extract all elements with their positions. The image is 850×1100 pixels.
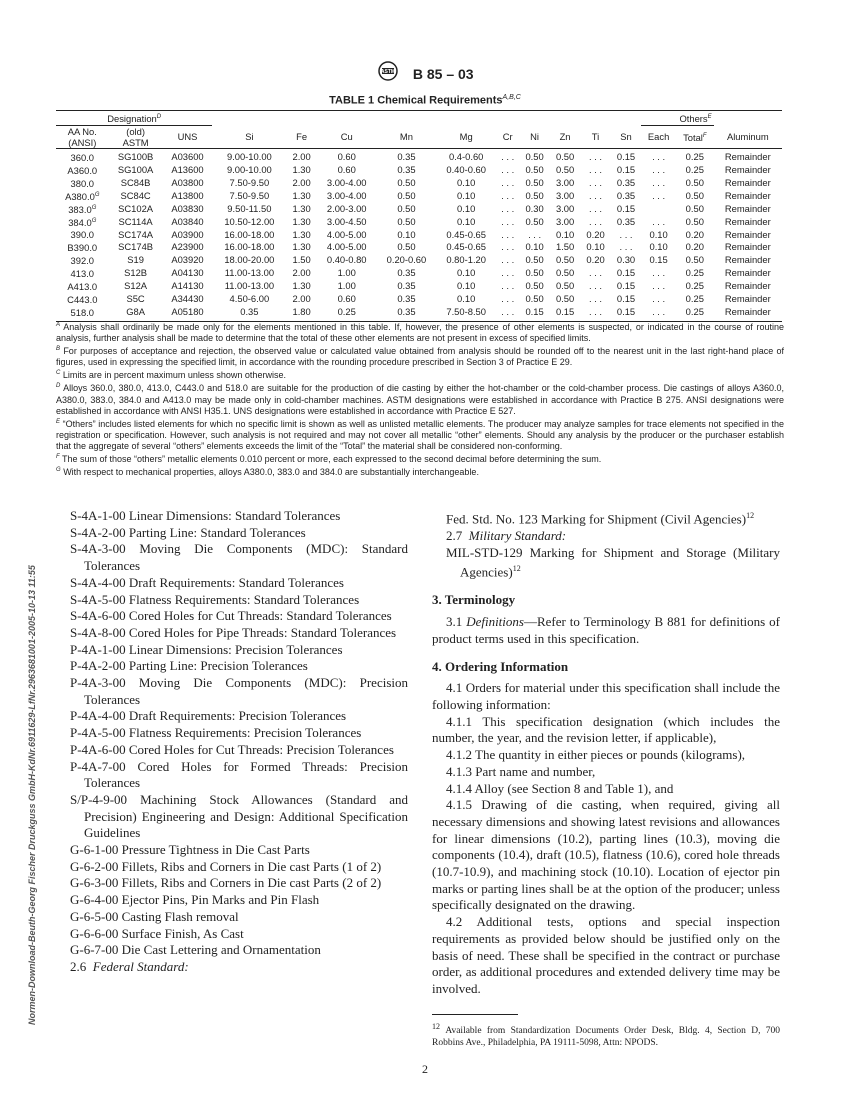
cell-mg: 0.10 [457,267,476,279]
cell-fe: 1.80 [286,306,316,321]
cell-ni: . . . [528,228,542,240]
cell-mg: 0.10 [457,293,476,305]
referenced-standard-item: S-4A-4-00 Draft Requirements: Standard Tolerances [70,574,344,590]
astm-logo-icon [376,60,402,87]
table-row [56,164,782,177]
ordering-paragraph: 4.1.5 Drawing of die casting, when required, giving all necessary dimensions and showing latest revisions and allowances for linear dimensions (10.2), parting lines (10.3), moving die components (10.4), draft (10.5), flatness (10.6), cored hole threads (10.7-10.9), and machining stock (10.10). Location of ejector pin marks or parting lines shall be at the option of the producer; unless specifically designated on the drawing. [432,797,780,913]
cell-aa: 413.0 [70,268,95,280]
cell-total: 0.50 [685,189,704,201]
cell-cu: 1.00 [337,267,356,279]
col-header-mn: Mn [399,131,413,143]
cell-astm: G8A [109,306,163,321]
cell-al: Remainder [724,241,771,253]
cell-zn: 0.50 [555,267,575,279]
cell-al: Remainder [724,176,771,188]
cell-zn: 0.50 [555,293,575,305]
referenced-standard-item: P-4A-2-00 Parting Line: Precision Tolerances [70,658,308,674]
cell-ni: 0.30 [525,202,544,214]
cell-total: 0.25 [685,163,704,175]
footnote-divider [432,1014,518,1015]
section-4-heading: 4. Ordering Information [432,658,569,674]
left-column [70,508,408,976]
cell-fe: 1.30 [292,215,311,227]
download-watermark: Normen-Download-Beuth-Georg Fischer Druckguss GmbH-KdNr.6911629-LfNr.2963681001-2005-10-13 11:55 [27,565,37,1025]
cell-zn: 3.00 [555,176,575,188]
col-header-aa: AA No. (ANSI) [67,125,97,148]
cell-aa: 518.0 [56,306,109,321]
cell-astm: S12B [124,267,148,279]
cell-sn: 0.35 [616,189,636,201]
cell-mg: 0.4-0.60 [436,148,496,163]
cell-ni: 0.15 [519,306,549,321]
cell-total: 0.25 [685,267,704,279]
table-row [56,177,782,190]
cell-si: 0.35 [212,306,286,321]
cell-ti: . . . [589,176,603,188]
cell-ni: 0.50 [525,176,544,188]
cell-al: Remainder [724,254,771,266]
right-column [432,508,780,1050]
cell-aa: A360.0 [67,164,98,176]
cell-uns: A05180 [163,306,213,321]
cell-uns: A23900 [171,241,204,253]
cell-cu: 0.60 [317,148,377,163]
cell-each: . . . [652,176,666,188]
cell-ti: . . . [589,267,603,279]
referenced-standard-item: S-4A-1-00 Linear Dimensions: Standard Tolerances [70,508,341,523]
cell-al: Remainder [714,306,782,321]
cell-uns: A34430 [171,293,204,305]
group-designation-header: Designation$^D$ [56,111,212,126]
cell-uns: A13600 [171,163,204,175]
cell-each: . . . [652,280,666,292]
cell-ti: 0.20 [586,254,605,266]
cell-cu: 1.00 [337,280,356,292]
cell-sn: . . . [619,228,633,240]
cell-sn: 0.15 [616,202,636,214]
cell-cr: . . . [501,189,515,201]
cell-si: 7.50-9.50 [229,189,270,201]
cell-mg: 0.80-1.20 [446,254,486,266]
cell-each: . . . [652,267,666,279]
cell-cr: . . . [501,293,515,305]
cell-cr: . . . [501,267,515,279]
cell-each: 0.10 [649,241,668,253]
cell-total: 0.50 [685,202,704,214]
referenced-standard-item: P-4A-6-00 Cored Holes for Cut Threads: Precision Tolerances [70,741,394,757]
cell-mn: 0.35 [397,293,416,305]
col-header-astm: (old) ASTM [122,125,149,148]
footnote: $^C$ Limits are in percent maximum unless shown otherwise. [56,370,286,381]
cell-aa: 390.0 [70,229,95,241]
cell-total: 0.20 [685,241,704,253]
cell-sn: 0.35 [616,176,636,188]
federal-standard-heading: 2.6 Federal Standard: [70,958,189,974]
cell-zn: 0.50 [555,280,575,292]
col-header-zn: Zn [559,131,571,143]
referenced-standard-item: G-6-1-00 Pressure Tightness in Die Cast Parts [70,842,310,858]
cell-si: 16.00-18.00 [224,241,275,253]
cell-each: . . . [652,293,666,305]
table-row [56,293,782,306]
cell-aa: B390.0 [67,242,98,254]
referenced-standard-item: S-4A-6-00 Cored Holes for Cut Threads: Standard Tolerances [70,608,392,624]
cell-astm: S12A [124,280,148,292]
cell-cu: 0.40-0.80 [326,254,367,266]
cell-each: 0.15 [649,254,668,266]
cell-ti: 0.20 [586,228,605,240]
cell-al: Remainder [724,215,771,227]
cell-mn: 0.35 [377,306,437,321]
footnote-12: $^{12}$ Available from Standardization Documents Order Desk, Bldg. 4, Section D, 700 Robbins Ave., Philadelphia, PA 19111-5098, Attn: NPODS. [432,1021,780,1049]
cell-uns: A03800 [171,176,204,188]
referenced-standard-item: S-4A-5-00 Flatness Requirements: Standard Tolerances [70,591,360,607]
ordering-paragraph: 4.2 Additional tests, options and special inspection requirements as provided below should be justified only on the basis of need. These shall be specified in the contract or purchase order, as additional procedures and extended delivery time may be involved. [432,914,780,996]
cell-cr: . . . [501,163,515,175]
cell-astm: S19 [127,254,144,266]
cell-si: 11.00-13.00 [224,280,275,292]
col-header-ti: Ti [591,131,600,143]
cell-astm: SC174A [118,228,154,240]
cell-ni: 0.10 [525,241,544,253]
cell-total: 0.20 [685,228,704,240]
footnote: $^B$ For purposes of acceptance and rejection, the observed value or calculated value obtained from analysis should be rounded off to the nearest unit in the last right-hand place of figures, used in expressing the specified limit, in accordance with the rounding procedure prescribed in Section 3 of Practice E 29. [56,346,784,368]
referenced-standard-item: G-6-6-00 Surface Finish, As Cast [70,925,244,941]
cell-ni: 0.50 [525,215,544,227]
cell-ni: 0.50 [525,254,544,266]
page-number: 2 [422,1062,428,1076]
cell-al: Remainder [724,163,771,175]
col-header-uns: UNS [177,131,198,143]
table-row [56,190,782,203]
referenced-standard-item: P-4A-1-00 Linear Dimensions: Precision Tolerances [70,641,343,657]
cell-sn: 0.15 [611,306,641,321]
footnote: $^G$ With respect to mechanical properties, alloys A380.0, 383.0 and 384.0 are substantially interchangeable. [56,467,479,478]
ordering-paragraph: 4.1 Orders for material under this specification shall include the following information: [432,680,780,712]
cell-cr: . . . [501,254,515,266]
referenced-standard-item: G-6-4-00 Ejector Pins, Pin Marks and Pin Flash [70,892,320,908]
ordering-paragraph: 4.1.2 The quantity in either pieces or pounds (kilograms), [446,747,746,763]
cell-fe: 1.50 [292,254,311,266]
referenced-standard-item: G-6-7-00 Die Cast Lettering and Ornamentation [70,942,321,958]
cell-zn: 3.00 [555,215,575,227]
cell-mg: 0.10 [457,202,476,214]
cell-sn: 0.30 [616,254,636,266]
cell-uns: A13800 [171,189,204,201]
ordering-paragraph: 4.1.4 Alloy (see Section 8 and Table 1), and [446,780,674,796]
cell-mn: 0.35 [397,163,416,175]
cell-mn: 0.50 [397,176,416,188]
cell-mn: 0.10 [397,228,416,240]
cell-cr: . . . [501,176,515,188]
cell-fe: 2.00 [292,267,311,279]
cell-cu: 3.00-4.50 [326,215,367,227]
col-header-aluminum: Aluminum [726,131,769,143]
cell-total: 0.50 [685,176,704,188]
page-header [0,60,850,87]
referenced-standard-item: P-4A-5-00 Flatness Requirements: Precision Tolerances [70,725,362,741]
cell-ti: 0.10 [586,241,605,253]
cell-zn: 1.50 [555,241,575,253]
table-row [56,267,782,280]
cell-fe: 1.30 [292,189,311,201]
cell-sn: 0.15 [616,280,636,292]
cell-mg: 0.40-0.60 [446,163,486,175]
cell-al: Remainder [724,280,771,292]
col-header-ni: Ni [530,131,540,143]
referenced-standard-item: G-6-2-00 Fillets, Ribs and Corners in Die cast Parts (1 of 2) [70,858,382,874]
cell-si: 9.50-11.50 [227,202,272,214]
col-header-each: Each [647,131,670,143]
cell-cu: 0.25 [317,306,377,321]
cell-cr: . . . [496,148,519,163]
table-row [56,148,782,163]
referenced-standard-item: S-4A-3-00 Moving Die Components (MDC): Standard Tolerances [70,541,408,574]
referenced-standard-item: G-6-3-00 Fillets, Ribs and Corners in Die cast Parts (2 of 2) [70,875,382,891]
cell-si: 7.50-9.50 [229,176,270,188]
cell-aa: $A380.0^G$ [65,190,100,202]
cell-mg: 0.45-0.65 [446,241,486,253]
table-footnotes [56,320,784,478]
cell-aa: 392.0 [70,255,95,267]
cell-al: Remainder [724,293,771,305]
cell-mg: 0.10 [457,176,476,188]
cell-fe: 2.00 [292,293,311,305]
ordering-paragraph: 4.1.3 Part name and number, [446,763,596,779]
cell-si: 18.00-20.00 [224,254,275,266]
cell-uns: A04130 [171,267,204,279]
cell-ti: . . . [580,306,610,321]
cell-fe: 1.30 [292,202,311,214]
table-title: TABLE 1 Chemical Requirements$^{A,B,C}$ [329,94,521,107]
cell-uns: A03840 [171,215,204,227]
footnote: $^A$ Analysis shall ordinarily be made only for the elements mentioned in this table. If, however, the presence of other elements is suspected, or indicated in the course of routine analysis, further analysis shall be made to determine that the total of these other elements are not present in excess of specified limits. [56,322,784,344]
cell-aa: $383.0^G$ [68,203,97,215]
cell-each: . . . [652,163,666,175]
cell-each [641,203,676,216]
cell-si: 11.00-13.00 [224,267,275,279]
cell-zn: 0.15 [550,306,580,321]
cell-mg: 0.10 [457,280,476,292]
cell-uns: A03830 [171,202,204,214]
cell-astm: SC174B [118,241,154,253]
cell-fe: 1.30 [292,241,311,253]
cell-al: Remainder [724,228,771,240]
cell-sn: 0.15 [616,293,636,305]
group-others-header: Others$^E$ [641,111,713,126]
cell-cu: 0.60 [337,293,356,305]
table-row [56,228,782,241]
cell-astm: SG100A [117,163,154,175]
cell-al: Remainder [724,267,771,279]
cell-aa: A413.0 [67,281,98,293]
referenced-standard-item: S/P-4-9-00 Machining Stock Allowances (Standard and Precision) Engineering and Design: Additional Specification Guidelines [70,791,408,841]
cell-sn: . . . [619,241,633,253]
cell-mg: 0.10 [457,215,476,227]
fed-std-123: Fed. Std. No. 123 Marking for Shipment (Civil Agencies)$^{12}$ [446,511,755,527]
referenced-standard-item: P-4A-4-00 Draft Requirements: Precision Tolerances [70,708,347,724]
cell-cu: 4.00-5.00 [326,228,367,240]
cell-aa: 380.0 [70,177,95,189]
cell-ni: 0.50 [525,293,544,305]
cell-cu: 0.60 [337,163,356,175]
cell-astm: SC84C [120,189,151,201]
cell-ni: 0.50 [525,267,544,279]
cell-ni: 0.50 [525,189,544,201]
cell-each: 0.10 [649,228,668,240]
cell-total: 0.50 [685,215,704,227]
cell-cr: . . . [501,241,515,253]
cell-ti: . . . [580,148,610,163]
cell-each: . . . [641,306,676,321]
cell-mg: 0.45-0.65 [446,228,486,240]
cell-total: 0.50 [685,254,704,266]
standard-designation: B 85 – 03 [412,65,474,82]
cell-each: . . . [652,215,666,227]
cell-total: 0.25 [685,280,704,292]
mil-std-129: MIL-STD-129 Marking for Shipment and Storage (Military Agencies)$^{12}$ [446,544,780,580]
cell-astm: SG100B [109,148,163,163]
cell-ni: 0.50 [519,148,549,163]
cell-uns: A03600 [163,148,213,163]
cell-cu: 4.00-5.00 [326,241,367,253]
cell-zn: 3.00 [555,189,575,201]
section-3-heading: 3. Terminology [432,592,516,608]
cell-al: Remainder [714,148,782,163]
cell-cr: . . . [501,280,515,292]
cell-zn: 0.50 [555,254,575,266]
cell-zn: 0.10 [555,228,575,240]
cell-cr: . . . [501,202,515,214]
svg-text:ASTM: ASTM [381,69,396,75]
cell-total: 0.25 [676,148,714,163]
cell-ti: . . . [589,189,603,201]
referenced-standard-item: P-4A-3-00 Moving Die Components (MDC): Precision Tolerances [70,675,408,707]
cell-ti: . . . [589,163,603,175]
cell-uns: A03920 [171,254,204,266]
cell-astm: SC114A [118,215,153,227]
cell-mn: 0.20-0.60 [386,254,427,266]
chemical-requirements-table [56,110,782,322]
cell-si: 9.00-10.00 [212,148,286,163]
footnote: $^F$ The sum of those “others” metallic elements 0.010 percent or more, each expressed to the second decimal before determining the sum. [56,454,602,465]
cell-aa: C443.0 [67,294,98,306]
table-row [56,203,782,216]
cell-ti: . . . [589,293,603,305]
cell-cu: 3.00-4.00 [326,189,367,201]
cell-ni: 0.50 [525,163,544,175]
cell-sn: 0.35 [616,215,636,227]
cell-si: 10.50-12.00 [224,215,275,227]
cell-ti: . . . [589,215,603,227]
cell-sn: 0.15 [616,267,636,279]
cell-astm: SC102A [118,202,154,214]
cell-uns: A03900 [171,228,204,240]
cell-mn: 0.50 [397,215,416,227]
footnote: $^E$ “Others” includes listed elements for which no specific limit is shown as well as unlisted metallic elements. The producer may analyze samples for trace elements not specified in the registration or specification. However, such analysis is not required and may not cover all metallic “other” elements. Should any analysis by the producer or the purchaser establish that the aggregate of several “others” elements exceeds the limit of the “Total” the material shall be considered non-conforming. [56,418,784,451]
cell-cr: . . . [496,306,519,321]
referenced-standard-item: S-4A-2-00 Parting Line: Standard Tolerances [70,524,306,540]
cell-cu: 3.00-4.00 [326,176,367,188]
cell-mg: 0.10 [457,189,476,201]
cell-si: 4.50-6.00 [229,293,270,305]
cell-cr: . . . [501,228,515,240]
cell-aa: $384.0^G$ [68,216,97,228]
col-header-cr: Cr [502,131,513,143]
military-standard-heading: 2.7 Military Standard: [446,528,567,544]
footnote: $^D$ Alloys 360.0, 380.0, 413.0, C443.0 and 518.0 are suitable for the production of die casting by either the hot-chamber or the cold-chamber process. Die castings of alloys A360.0, A380.0, 383.0, 384.0 and A413.0 may be made only in cold-chamber machines. ASTM designations were established in accordance with Practice B 275. ANSI designations were established in accordance with ANSI H35.1. UNS designations were established in accordance with Practice E 527. [56,383,784,416]
ordering-paragraph: 4.1.1 This specification designation (which includes the number, the year, and the revision letter, if applicable), [432,713,780,746]
cell-each: . . . [652,189,666,201]
cell-ti: . . . [589,202,603,214]
cell-zn: 0.50 [550,148,580,163]
cell-mn: 0.35 [377,148,437,163]
cell-each: . . . [641,148,676,163]
cell-uns: A14130 [171,280,204,292]
cell-ni: 0.50 [525,280,544,292]
cell-ti: . . . [589,280,603,292]
table-row [56,280,782,293]
col-header-fe: Fe [296,131,308,143]
table-row [56,216,782,229]
cell-zn: 3.00 [555,202,575,214]
cell-mn: 0.50 [397,189,416,201]
cell-fe: 2.00 [286,148,316,163]
cell-aa: 360.0 [56,148,109,163]
table-row [56,241,782,254]
cell-astm: SC84B [120,176,151,188]
cell-cr: . . . [501,215,515,227]
cell-al: Remainder [724,189,771,201]
cell-fe: 1.30 [292,163,311,175]
cell-al: Remainder [724,202,771,214]
col-header-cu: Cu [340,131,353,143]
cell-zn: 0.50 [555,163,575,175]
cell-fe: 1.30 [292,280,311,292]
referenced-standard-item: P-4A-7-00 Cored Holes for Formed Threads: Precision Tolerances [70,758,408,791]
table-row [56,254,782,267]
cell-mg: 7.50-8.50 [436,306,496,321]
cell-total: 0.25 [676,306,714,321]
cell-total: 0.25 [685,293,704,305]
cell-si: 16.00-18.00 [224,228,275,240]
cell-si: 9.00-10.00 [226,163,272,175]
cell-sn: 0.15 [616,163,636,175]
referenced-standard-item: S-4A-8-00 Cored Holes for Pipe Threads: Standard Tolerances [70,624,397,640]
cell-mn: 0.50 [397,202,416,214]
cell-mn: 0.35 [397,267,416,279]
cell-sn: 0.15 [611,148,641,163]
cell-mn: 0.50 [397,241,416,253]
col-header-si: Si [245,131,254,143]
cell-fe: 2.00 [292,176,311,188]
referenced-standard-item: G-6-5-00 Casting Flash removal [70,908,239,924]
cell-fe: 1.30 [292,228,311,240]
cell-cu: 2.00-3.00 [326,202,367,214]
cell-astm: S5C [126,293,145,305]
col-header-total: Total$^F$ [683,131,707,143]
col-header-sn: Sn [620,131,632,143]
col-header-mg: Mg [459,131,473,143]
cell-mn: 0.35 [397,280,416,292]
section-3-1: 3.1 Definitions—Refer to Terminology B 881 for definitions of product terms used in this specification. [432,614,780,646]
